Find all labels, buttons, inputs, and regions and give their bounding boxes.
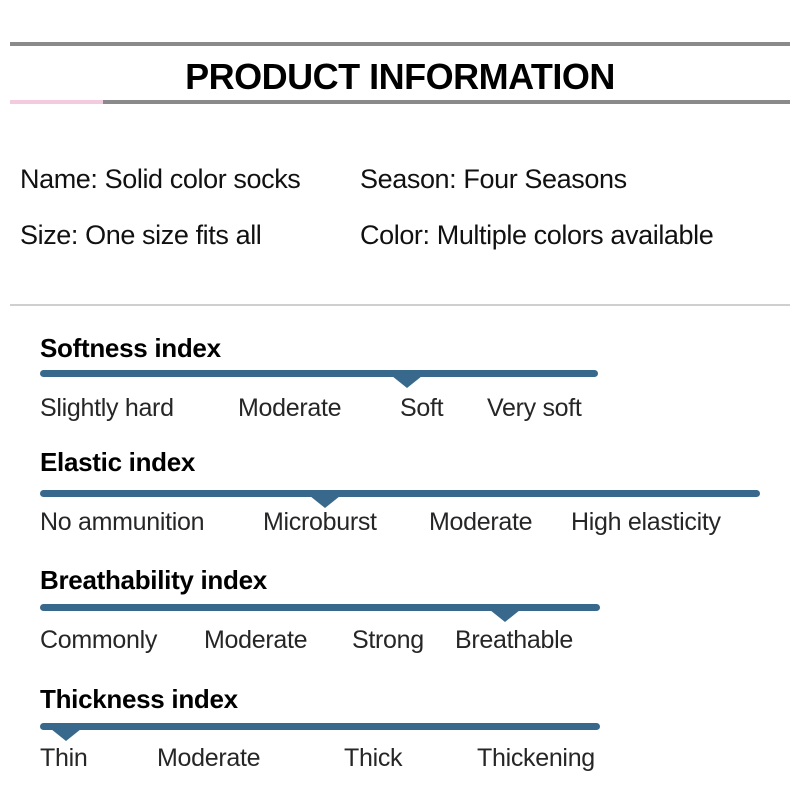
index-section	[0, 333, 800, 426]
slider-track-0	[40, 370, 598, 377]
slider-track-3	[40, 723, 600, 730]
slider-labels	[0, 508, 800, 538]
slider-track-1	[40, 490, 760, 497]
slider-label: Thickening	[477, 744, 595, 772]
slider-label: Commonly	[40, 626, 158, 654]
index-title: Softness index	[40, 333, 221, 363]
slider-label: Moderate	[238, 394, 342, 422]
product-size: Size: One size fits all	[20, 220, 262, 250]
slider-label: Very soft	[487, 394, 582, 422]
slider-label: Moderate	[429, 508, 533, 536]
slider-labels	[0, 394, 800, 424]
product-name: Name: Solid color socks	[20, 164, 301, 194]
index-title: Thickness index	[40, 684, 238, 714]
slider-track-2	[40, 604, 600, 611]
title-underline-pink-accent	[10, 100, 103, 104]
slider-label: No ammunition	[40, 508, 205, 536]
index-section	[0, 565, 800, 658]
slider-label: High elasticity	[571, 508, 721, 536]
page-title: PRODUCT INFORMATION	[185, 56, 615, 97]
slider-label: Thin	[40, 744, 88, 772]
slider-marker-icon	[490, 610, 520, 622]
index-section	[0, 684, 800, 776]
index-section	[0, 447, 800, 540]
slider-labels	[0, 626, 800, 656]
title-underline	[10, 100, 790, 104]
slider-marker-icon	[51, 729, 81, 741]
title-underline-gray	[103, 100, 790, 104]
slider-label: Moderate	[157, 744, 261, 772]
slider-marker-icon	[310, 496, 340, 508]
slider-labels	[0, 744, 800, 774]
slider-label: Microburst	[263, 508, 377, 536]
product-season: Season: Four Seasons	[360, 164, 627, 194]
slider-label: Thick	[344, 744, 403, 772]
index-title: Elastic index	[40, 447, 196, 477]
slider-label: Moderate	[204, 626, 308, 654]
section-divider	[10, 304, 790, 306]
index-title: Breathability index	[40, 565, 267, 595]
slider-label: Breathable	[455, 626, 573, 654]
slider-marker-icon	[392, 376, 422, 388]
top-rule	[10, 42, 790, 46]
slider-label: Slightly hard	[40, 394, 174, 422]
slider-label: Strong	[352, 626, 424, 654]
slider-label: Soft	[400, 394, 444, 422]
product-color: Color: Multiple colors available	[360, 220, 714, 250]
